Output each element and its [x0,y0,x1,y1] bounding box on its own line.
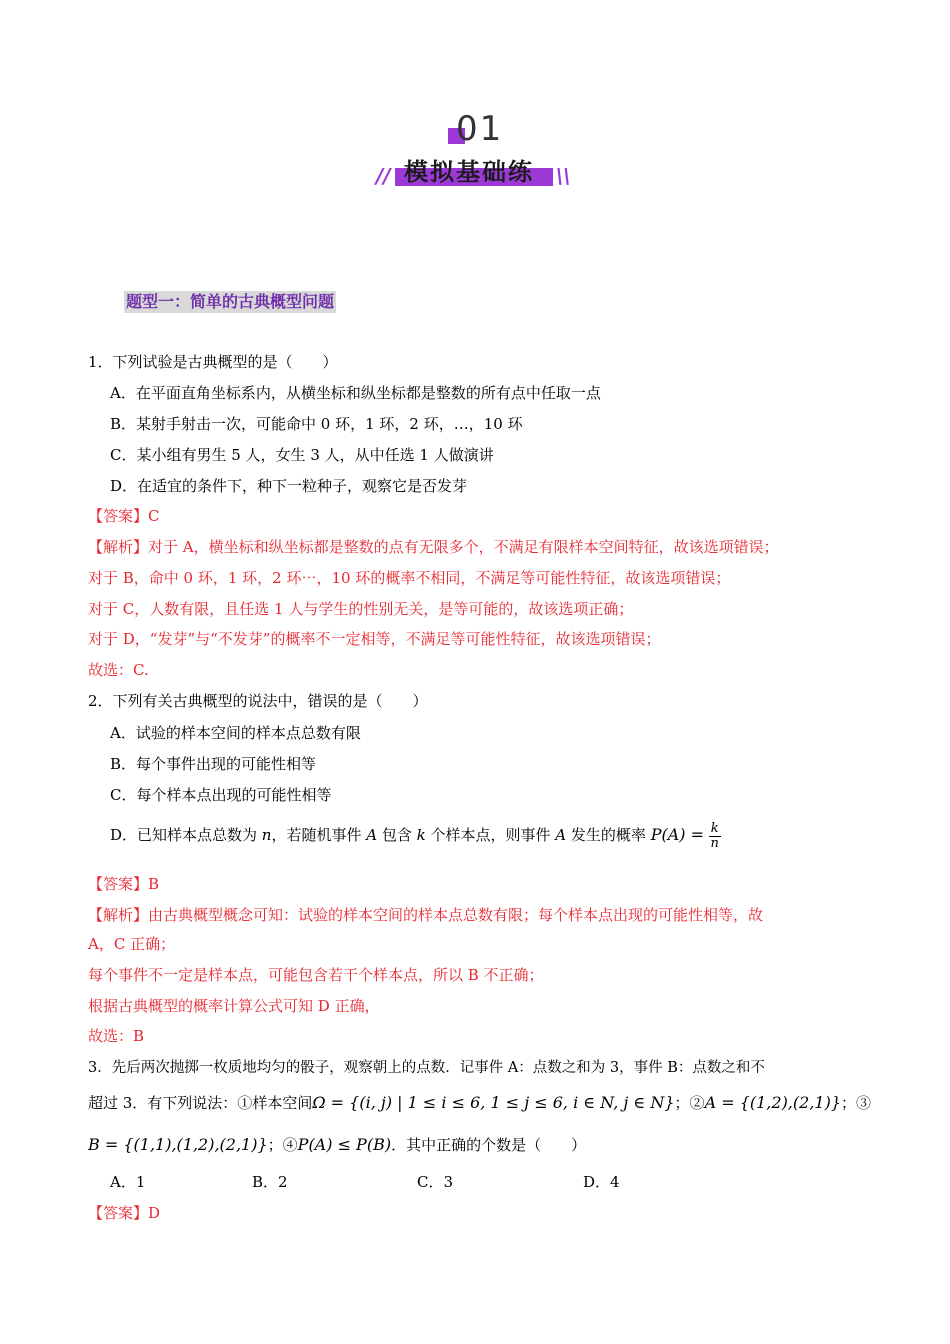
q2-analysis-line-2: A，C 正确； [88,935,176,953]
q1-analysis-line-2: 对于 B，命中 0 环，1 环，2 环⋯，10 环的概率不相同，不满足等可能性特征，故该选项错误； [88,569,731,587]
q2-var-k: k [416,826,426,844]
q2-option-c: C．每个样本点出现的可能性相等 [110,786,332,804]
q2-var-a: A [366,826,378,844]
q1-option-a: A．在平面直角坐标系内，从横坐标和纵坐标都是整数的所有点中任取一点 [110,384,601,402]
q3-option-c: C．3 [417,1173,454,1191]
q2-option-d-text-5: 发生的概率 [566,826,646,844]
q2-analysis-line-4: 根据古典概型的概率计算公式可知 D 正确， [88,997,380,1015]
q1-analysis-line-1: 【解析】对于 A，横坐标和纵坐标都是整数的点有无限多个，不满足有限样本空间特征，故该选项错误； [88,538,779,556]
q2-var-a-2: A [555,826,567,844]
q1-answer: 【答案】C [88,507,160,525]
q3-line-3-end: ．其中正确的个数是（ ） [391,1136,587,1154]
q2-option-b: B．每个事件出现的可能性相等 [110,755,317,773]
q3-option-a: A．1 [110,1173,146,1191]
q2-option-d [110,817,721,853]
q2-option-d-text-4: 个样本点，则事件 [425,826,556,844]
q2-analysis-line-1: 【解析】由古典概型概念可知：试验的样本空间的样本点总数有限；每个样本点出现的可能性相等，故 [88,906,764,924]
slash-decoration-left: // [376,164,391,188]
q2-answer: 【答案】B [88,875,160,893]
q3-stem-line-1: 3．先后两次抛掷一枚质地均匀的骰子，观察朝上的点数．记事件 A：点数之和为 3，事件 B：点数之和不 [88,1060,765,1076]
q1-option-c: C．某小组有男生 5 人，女生 3 人，从中任选 1 人做演讲 [110,446,494,464]
q3-probability-compare: P(A) ≤ P(B) [297,1135,392,1154]
q2-option-d-text-1: D．已知样本点总数为 [110,826,262,844]
slash-decoration-right: \\ [556,164,571,188]
q3-line-2-end: ；③ [841,1094,872,1112]
q3-sample-space-set: Ω = {(i, j) | 1 ≤ i ≤ 6, 1 ≤ j ≤ 6, i ∈ N, j ∈ N} [312,1093,675,1112]
q1-analysis-line-5: 故选：C. [88,661,149,679]
q2-probability-formula: P(A) = [650,825,704,844]
page-title: 模拟基础练 [404,158,534,186]
q2-var-n: n [261,826,272,844]
section-number: 01 [456,109,504,149]
q3-line-2-text: 超过 3．有下列说法：①样本空间 [88,1094,313,1112]
q2-fraction [709,822,721,851]
q2-stem: 2．下列有关古典概型的说法中，错误的是（ ） [88,692,428,710]
q3-stem-line-3 [88,1134,586,1155]
q1-option-b: B．某射手射击一次，可能命中 0 环，1 环，2 环，…，10 环 [110,415,523,433]
q3-option-d: D．4 [583,1173,620,1191]
q2-analysis-line-3: 每个事件不一定是样本点，可能包含若干个样本点，所以 B 不正确； [88,966,544,984]
q2-option-d-text-3: 包含 [377,826,417,844]
q3-line-2-sep: ；② [674,1094,705,1112]
q3-stem-line-2 [88,1092,871,1113]
q1-option-d: D．在适宜的条件下，种下一粒种子，观察它是否发芽 [110,477,468,495]
q3-answer: 【答案】D [88,1204,161,1222]
q3-line-3-sep: ；④ [267,1136,298,1154]
q2-option-a: A．试验的样本空间的样本点总数有限 [110,724,361,742]
q2-analysis-line-5: 故选：B [88,1027,145,1045]
section-heading: 题型一：简单的古典概型问题 [126,292,335,311]
q3-set-b: B = {(1,1),(1,2),(2,1)} [88,1135,268,1154]
q2-fraction-numerator: k [710,820,719,836]
q2-option-d-text-2: ，若随机事件 [271,826,367,844]
q3-set-a: A = {(1,2),(2,1)} [704,1093,841,1112]
q2-fraction-denominator: n [710,835,719,851]
q1-analysis-line-4: 对于 D，“发芽”与“不发芽”的概率不一定相等，不满足等可能性特征，故该选项错误； [88,630,661,648]
q1-stem: 1．下列试验是古典概型的是（ ） [88,353,338,371]
q1-analysis-line-3: 对于 C，人数有限，且任选 1 人与学生的性别无关，是等可能的，故该选项正确； [88,600,634,618]
q3-option-b: B．2 [252,1173,288,1191]
